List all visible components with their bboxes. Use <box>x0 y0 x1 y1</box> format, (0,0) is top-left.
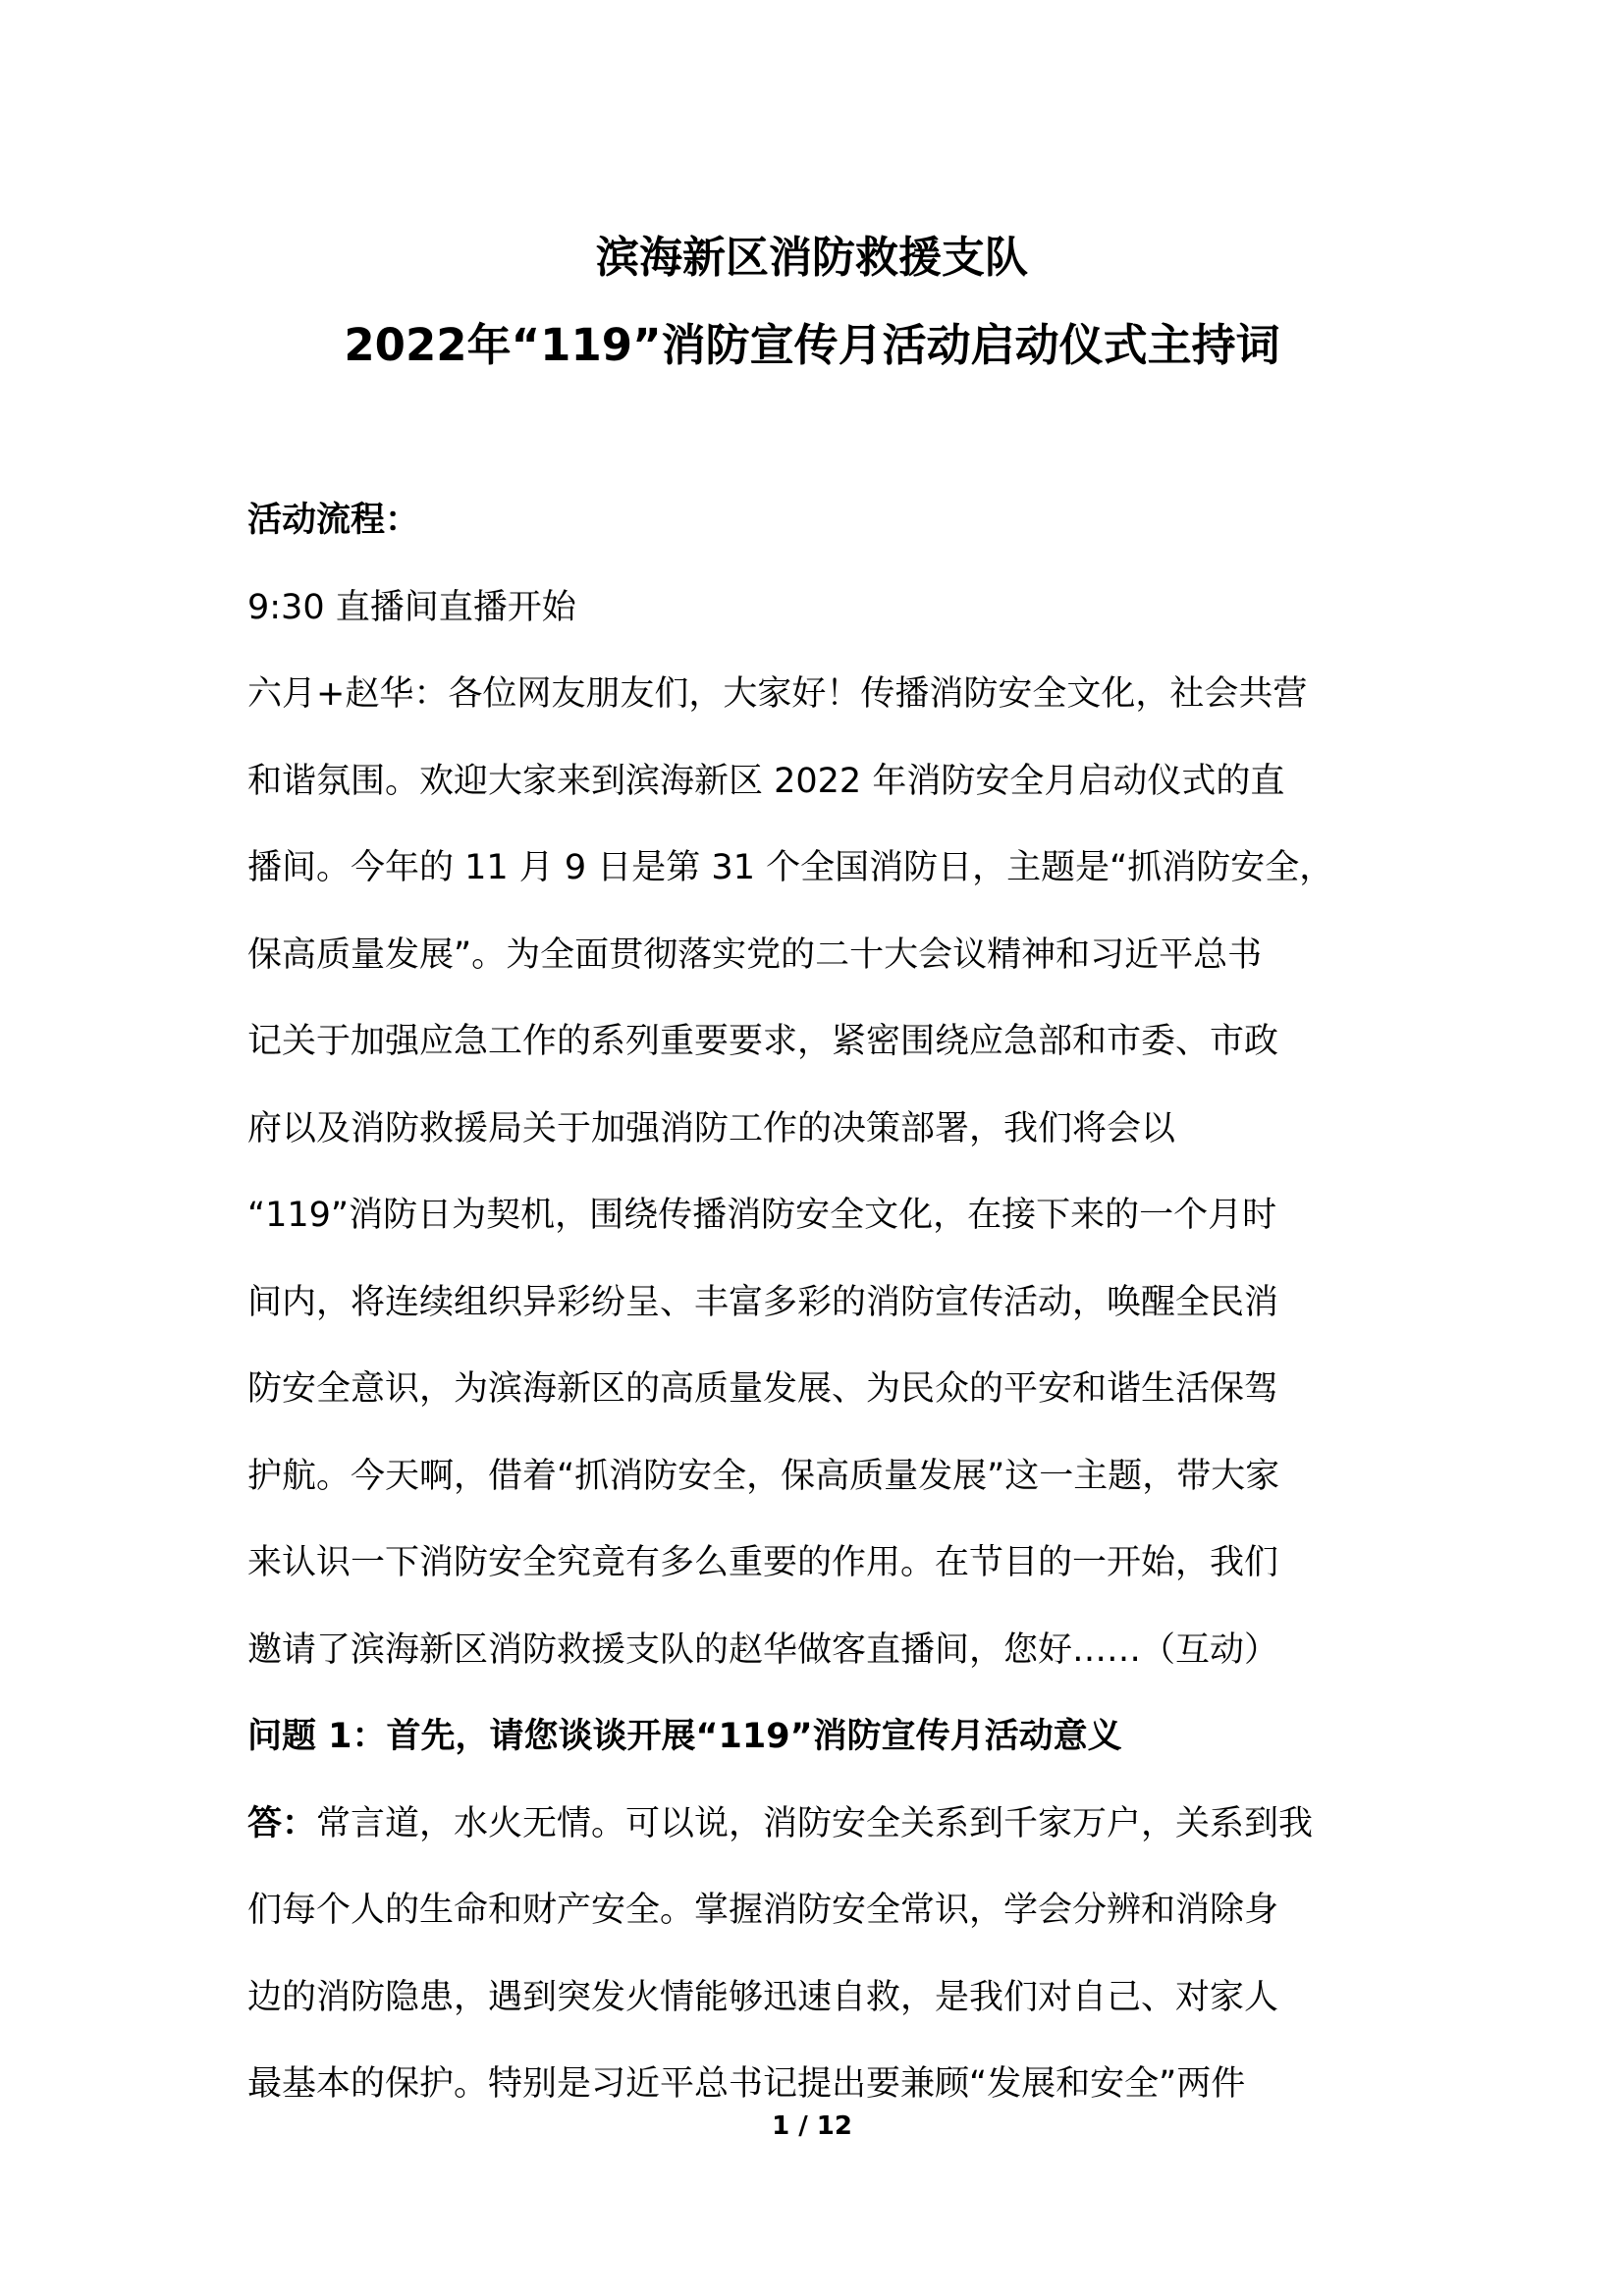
intro-paragraph-line: 来认识一下消防安全究竟有多么重要的作用。在节目的一开始，我们 <box>247 1543 1279 1582</box>
intro-paragraph-line: 和谐氛围。欢迎大家来到滨海新区 2022 年消防安全月启动仪式的直 <box>247 761 1285 801</box>
intro-paragraph-line: 间内，将连续组织异彩纷呈、丰富多彩的消防宣传活动，唤醒全民消 <box>247 1282 1279 1322</box>
question-heading: 问题 1：首先，请您谈谈开展“119”消防宣传月活动意义 <box>247 1717 1122 1756</box>
intro-paragraph-line: 记关于加强应急工作的系列重要要求，紧密围绕应急部和市委、市政 <box>247 1022 1279 1061</box>
intro-paragraph-line: 府以及消防救援局关于加强消防工作的决策部署，我们将会以 <box>247 1108 1176 1148</box>
answer-line: 们每个人的生命和财产安全。掌握消防安全常识，学会分辨和消除身 <box>247 1891 1279 1930</box>
answer-line: 边的消防隐患，遇到突发火情能够迅速自救，是我们对自己、对家人 <box>247 1977 1279 2017</box>
document-title-event: 2022年“119”消防宣传月活动启动仪式主持词 <box>344 319 1280 371</box>
answer-line: 最基本的保护。特别是习近平总书记提出要兼顾“发展和安全”两件 <box>247 2064 1246 2104</box>
document-title-organization: 滨海新区消防救援支队 <box>596 233 1028 283</box>
intro-paragraph-line: 邀请了滨海新区消防救援支队的赵华做客直播间，您好……（互动） <box>247 1629 1279 1670</box>
intro-paragraph-line: 保高质量发展”。为全面贯彻落实党的二十大会议精神和习近平总书 <box>247 934 1263 975</box>
page-number-indicator: 1 / 12 <box>772 2111 852 2141</box>
section-heading-activity-flow: 活动流程： <box>247 501 420 540</box>
intro-paragraph-line: “119”消防日为契机，围绕传播消防安全文化，在接下来的一个月时 <box>247 1196 1277 1235</box>
answer-text: 常言道，水火无情。可以说，消防安全关系到千家万户，关系到我 <box>316 1803 1314 1843</box>
intro-paragraph-line: 六月+赵华：各位网友朋友们，大家好！传播消防安全文化，社会共营 <box>247 674 1308 714</box>
answer-line <box>247 1794 1386 1882</box>
intro-paragraph-line: 防安全意识，为滨海新区的高质量发展、为民众的平安和谐生活保驾 <box>247 1369 1279 1409</box>
document-body <box>247 491 1386 2142</box>
intro-paragraph-line: 播间。今年的 11 月 9 日是第 31 个全国消防日，主题是“抓消防安全， <box>247 848 1334 887</box>
schedule-item: 9:30 直播间直播开始 <box>247 587 576 627</box>
answer-label: 答： <box>247 1803 317 1843</box>
intro-paragraph-line: 护航。今天啊，借着“抓消防安全，保高质量发展”这一主题，带大家 <box>247 1456 1280 1496</box>
